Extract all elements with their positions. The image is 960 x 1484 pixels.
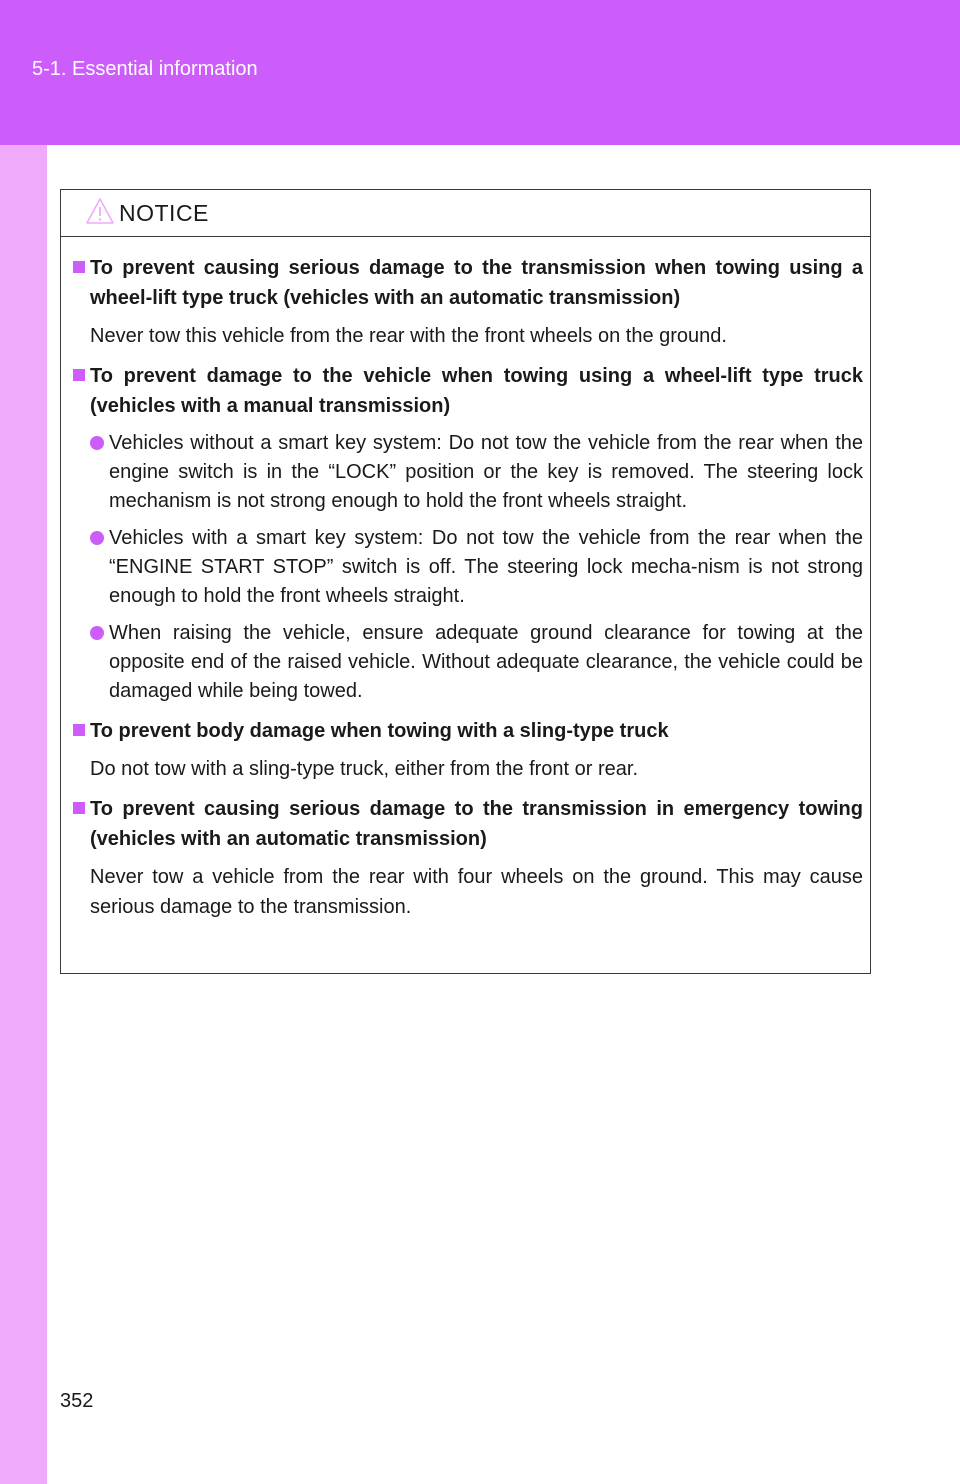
list-item-text: Vehicles with a smart key system: Do not tow the vehicle from the rear when the “ENGINE START STOP” switch is off. The steering lock mecha-nism is not strong enough to hold the front wheels straight. bbox=[109, 527, 863, 607]
square-bullet-icon bbox=[73, 724, 85, 736]
side-band bbox=[0, 145, 47, 1484]
section-heading-text: To prevent causing serious damage to the transmission in emergency towing (vehicles with an automatic transmission) bbox=[90, 798, 863, 850]
section-heading bbox=[73, 794, 863, 854]
section-heading bbox=[73, 253, 863, 313]
round-bullet-icon bbox=[90, 626, 104, 640]
list-item bbox=[73, 429, 863, 516]
round-bullet-icon bbox=[90, 436, 104, 450]
list-item-text: Vehicles without a smart key system: Do not tow the vehicle from the rear when the engine switch is in the “LOCK” position or the key is removed. The steering lock mechanism is not strong enough to hold the front wheels straight. bbox=[109, 432, 863, 512]
section-heading-text: To prevent body damage when towing with a sling-type truck bbox=[90, 720, 669, 742]
square-bullet-icon bbox=[73, 369, 85, 381]
list-item bbox=[73, 619, 863, 706]
section-title: 5-1. Essential information bbox=[32, 58, 258, 80]
page-number: 352 bbox=[60, 1390, 94, 1412]
warning-triangle-icon bbox=[85, 197, 115, 225]
section-text: Do not tow with a sling-type truck, either from the front or rear. bbox=[90, 758, 639, 780]
square-bullet-icon bbox=[73, 802, 85, 814]
round-bullet-icon bbox=[90, 531, 104, 545]
section-heading bbox=[73, 716, 863, 746]
section-heading bbox=[73, 361, 863, 421]
notice-body bbox=[73, 253, 863, 932]
notice-title: NOTICE bbox=[119, 200, 209, 226]
square-bullet-icon bbox=[73, 261, 85, 273]
notice-header bbox=[61, 190, 870, 237]
list-item bbox=[73, 524, 863, 611]
section-heading-text: To prevent damage to the vehicle when towing using a wheel-lift type truck (vehicles with a manual transmission) bbox=[90, 365, 863, 417]
list-item-text: When raising the vehicle, ensure adequate ground clearance for towing at the opposite end of the raised vehicle. Without adequate clearance, the vehicle could be damaged while being towed. bbox=[109, 622, 863, 702]
section-text: Never tow a vehicle from the rear with four wheels on the ground. This may cause serious damage to the transmission. bbox=[90, 866, 863, 918]
notice-box bbox=[60, 189, 871, 974]
section-heading-text: To prevent causing serious damage to the transmission when towing using a wheel-lift type truck (vehicles with an automatic transmission) bbox=[90, 257, 863, 309]
section-text: Never tow this vehicle from the rear with the front wheels on the ground. bbox=[90, 325, 727, 347]
